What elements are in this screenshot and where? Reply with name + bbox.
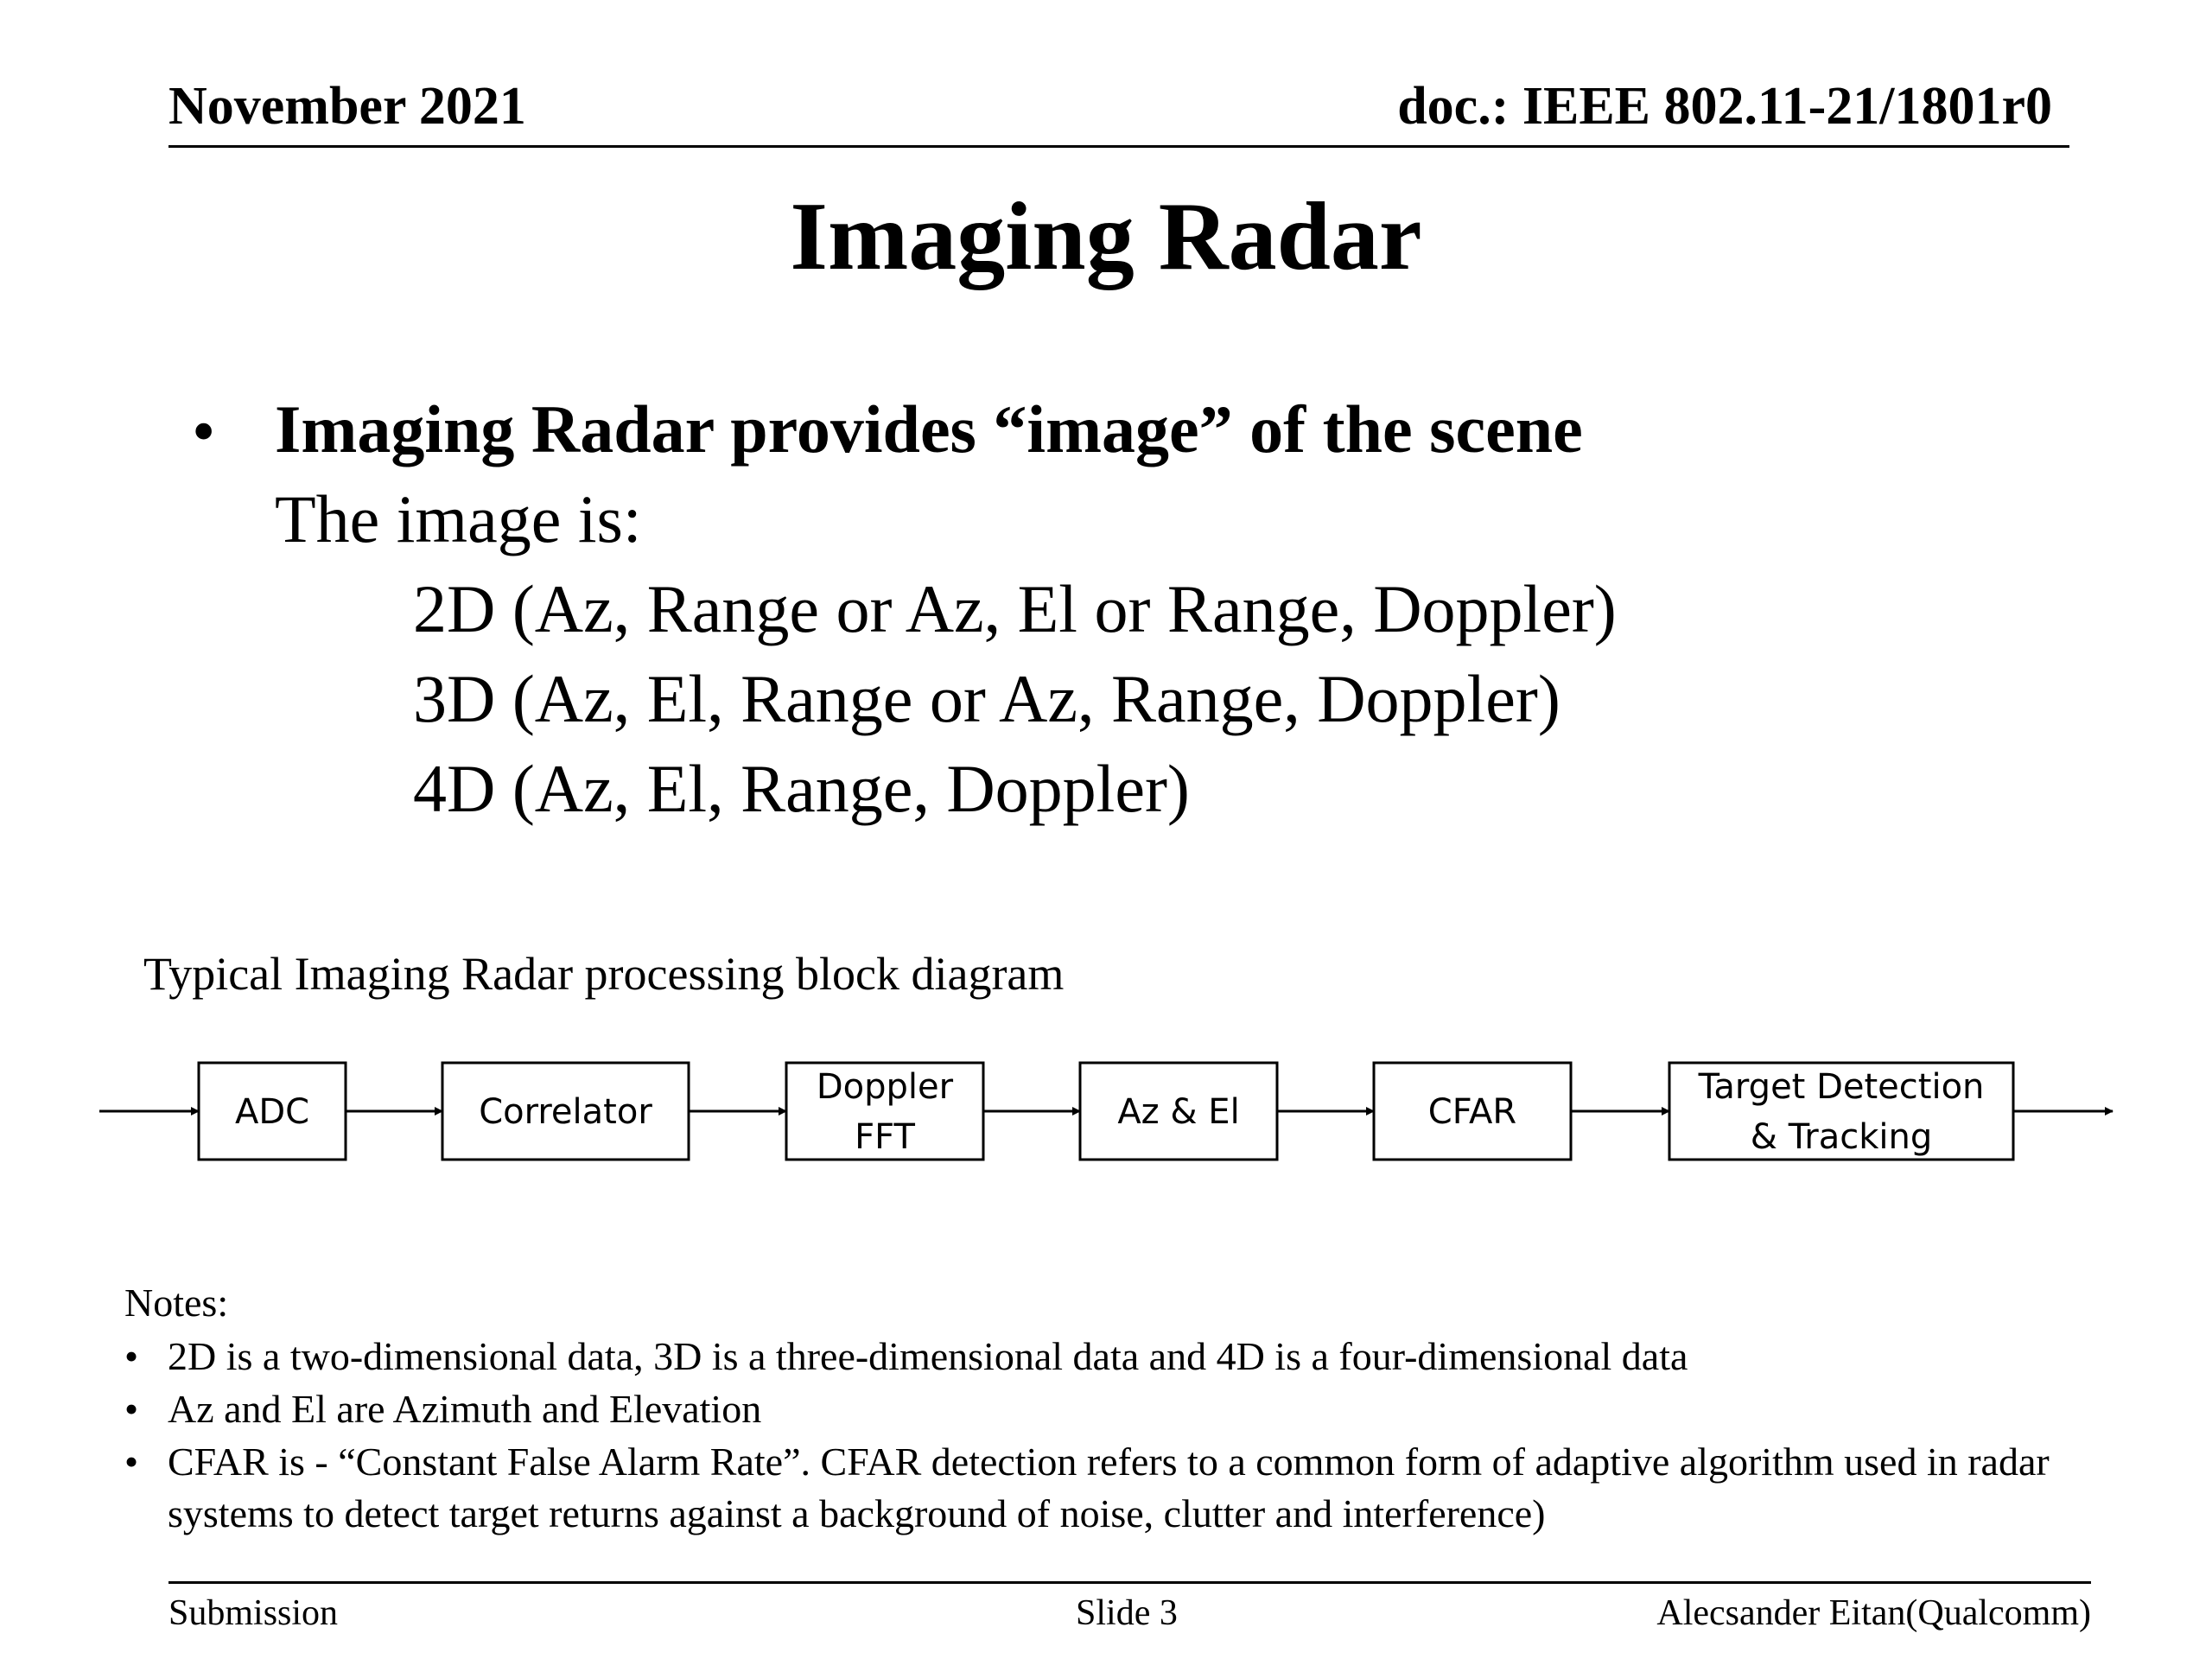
header-date: November 2021 bbox=[168, 77, 526, 136]
note-bullet: • bbox=[124, 1334, 139, 1378]
diagram-caption: Typical Imaging Radar processing block diagram bbox=[143, 948, 1065, 1000]
note-text: 2D is a two-dimensional data, 3D is a three-dimensional data and 4D is a four-dimensional data bbox=[168, 1334, 1688, 1378]
diagram-block-label: Target Detection & Tracking bbox=[1698, 1067, 1985, 1157]
bullet-main-text: Imaging Radar provides “image” of the scene bbox=[275, 391, 1583, 467]
notes-heading: Notes: bbox=[124, 1281, 229, 1325]
bullet-marker: • bbox=[192, 393, 216, 468]
dimension-3d: 3D (Az, El, Range or Az, Range, Doppler) bbox=[413, 661, 1560, 736]
footer-author: Alecsander Eitan(Qualcomm) bbox=[1656, 1593, 2091, 1633]
header-doc-id: doc.: IEEE 802.11-21/1801r0 bbox=[1397, 77, 2052, 136]
note-bullet: • bbox=[124, 1387, 139, 1431]
footer-slide-number: Slide 3 bbox=[1076, 1593, 1178, 1633]
note-item bbox=[124, 1383, 2129, 1435]
dimension-4d: 4D (Az, El, Range, Doppler) bbox=[413, 751, 1190, 826]
diagram-block-label: Doppler FFT bbox=[816, 1067, 954, 1157]
note-item bbox=[124, 1436, 2129, 1540]
note-text: CFAR is - “Constant False Alarm Rate”. CFAR detection refers to a common form of adaptive algorithm used in radar systems to detect target returns against a background of noise, clutter and interference) bbox=[168, 1440, 2050, 1535]
note-text: Az and El are Azimuth and Elevation bbox=[168, 1387, 762, 1431]
diagram-block-label: CFAR bbox=[1427, 1092, 1517, 1132]
header-divider bbox=[168, 145, 2069, 148]
diagram-block-label: ADC bbox=[234, 1092, 310, 1132]
diagram-block-label: Az & El bbox=[1117, 1092, 1240, 1132]
note-bullet: • bbox=[124, 1440, 139, 1484]
bullet-sub-text: The image is: bbox=[275, 481, 642, 556]
dimension-2d: 2D (Az, Range or Az, El or Range, Doppler) bbox=[413, 571, 1617, 646]
note-item bbox=[124, 1331, 2129, 1382]
footer-divider bbox=[168, 1581, 2091, 1584]
block-diagram bbox=[86, 1041, 2126, 1171]
slide-title: Imaging Radar bbox=[790, 183, 1422, 290]
footer-submission: Submission bbox=[168, 1593, 339, 1633]
diagram-block-label: Correlator bbox=[479, 1092, 652, 1132]
